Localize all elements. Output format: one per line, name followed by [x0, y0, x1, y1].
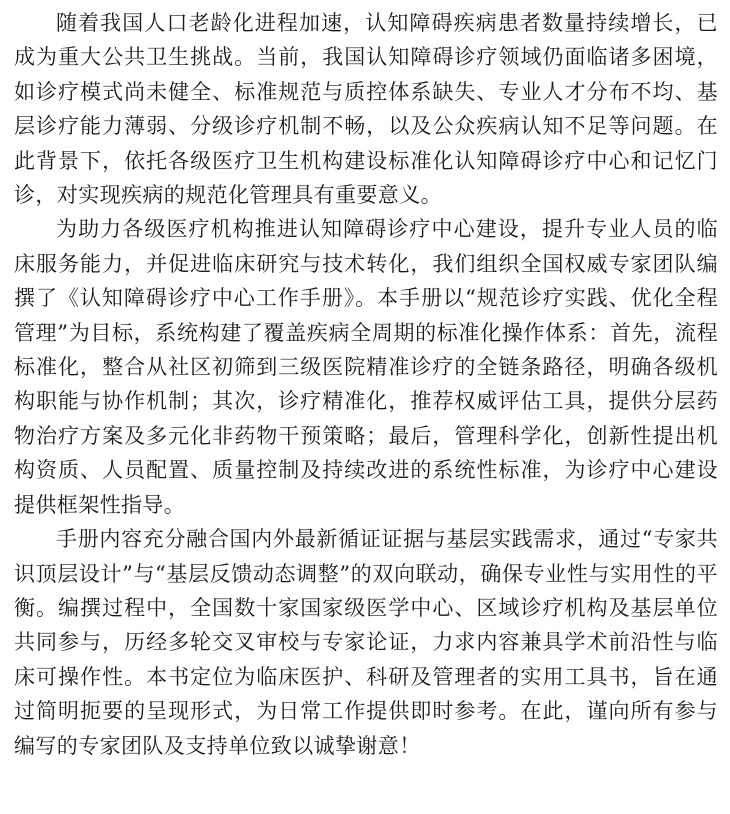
paragraph-intro: 随着我国人口老龄化进程加速，认知障碍疾病患者数量持续增长，已成为重大公共卫生挑战。当前，我国认知障碍诊疗领域仍面临诸多困境，如诊疗模式尚未健全、标准规范与质控体系缺失、专业人才分布不均、基层诊疗能力薄弱、分级诊疗机制不畅，以及公众疾病认知不足等问题。在此背景下，依托各级医疗卫生机构建设标准化认知障碍诊疗中心和记忆门诊，对实现疾病的规范化管理具有重要意义。	[14, 11, 718, 208]
paragraph-purpose: 为助力各级医疗机构推进认知障碍诊疗中心建设，提升专业人员的临床服务能力，并促进临床研究与技术转化，我们组织全国权威专家团队编撰了《认知障碍诊疗中心工作手册》。本手册以“规范诊疗实践、优化全程管理”为目标，系统构建了覆盖疾病全周期的标准化操作体系：首先，流程标准化，整合从社区初筛到三级医院精准诊疗的全链条路径，明确各级机构职能与协作机制；其次，诊疗精准化，推荐权威评估工具，提供分层药物治疗方案及多元化非药物干预策略；最后，管理科学化，创新性提出机构资质、人员配置、质量控制及持续改进的系统性标准，为诊疗中心建设提供框架性指导。	[14, 217, 718, 517]
paragraph-acknowledgement: 手册内容充分融合国内外最新循证证据与基层实践需求，通过“专家共识顶层设计”与“基层反馈动态调整”的双向联动，确保专业性与实用性的平衡。编撰过程中，全国数十家国家级医学中心、区域诊疗机构及基层单位共同参与，历经多轮交叉审校与专家论证，力求内容兼具学术前沿性与临床可操作性。本书定位为临床医护、科研及管理者的实用工具书，旨在通过简明扼要的呈现形式，为日常工作提供即时参考。在此，谨向所有参与编写的专家团队及支持单位致以诚挚谢意！	[14, 527, 718, 758]
document-body	[14, 6, 718, 763]
